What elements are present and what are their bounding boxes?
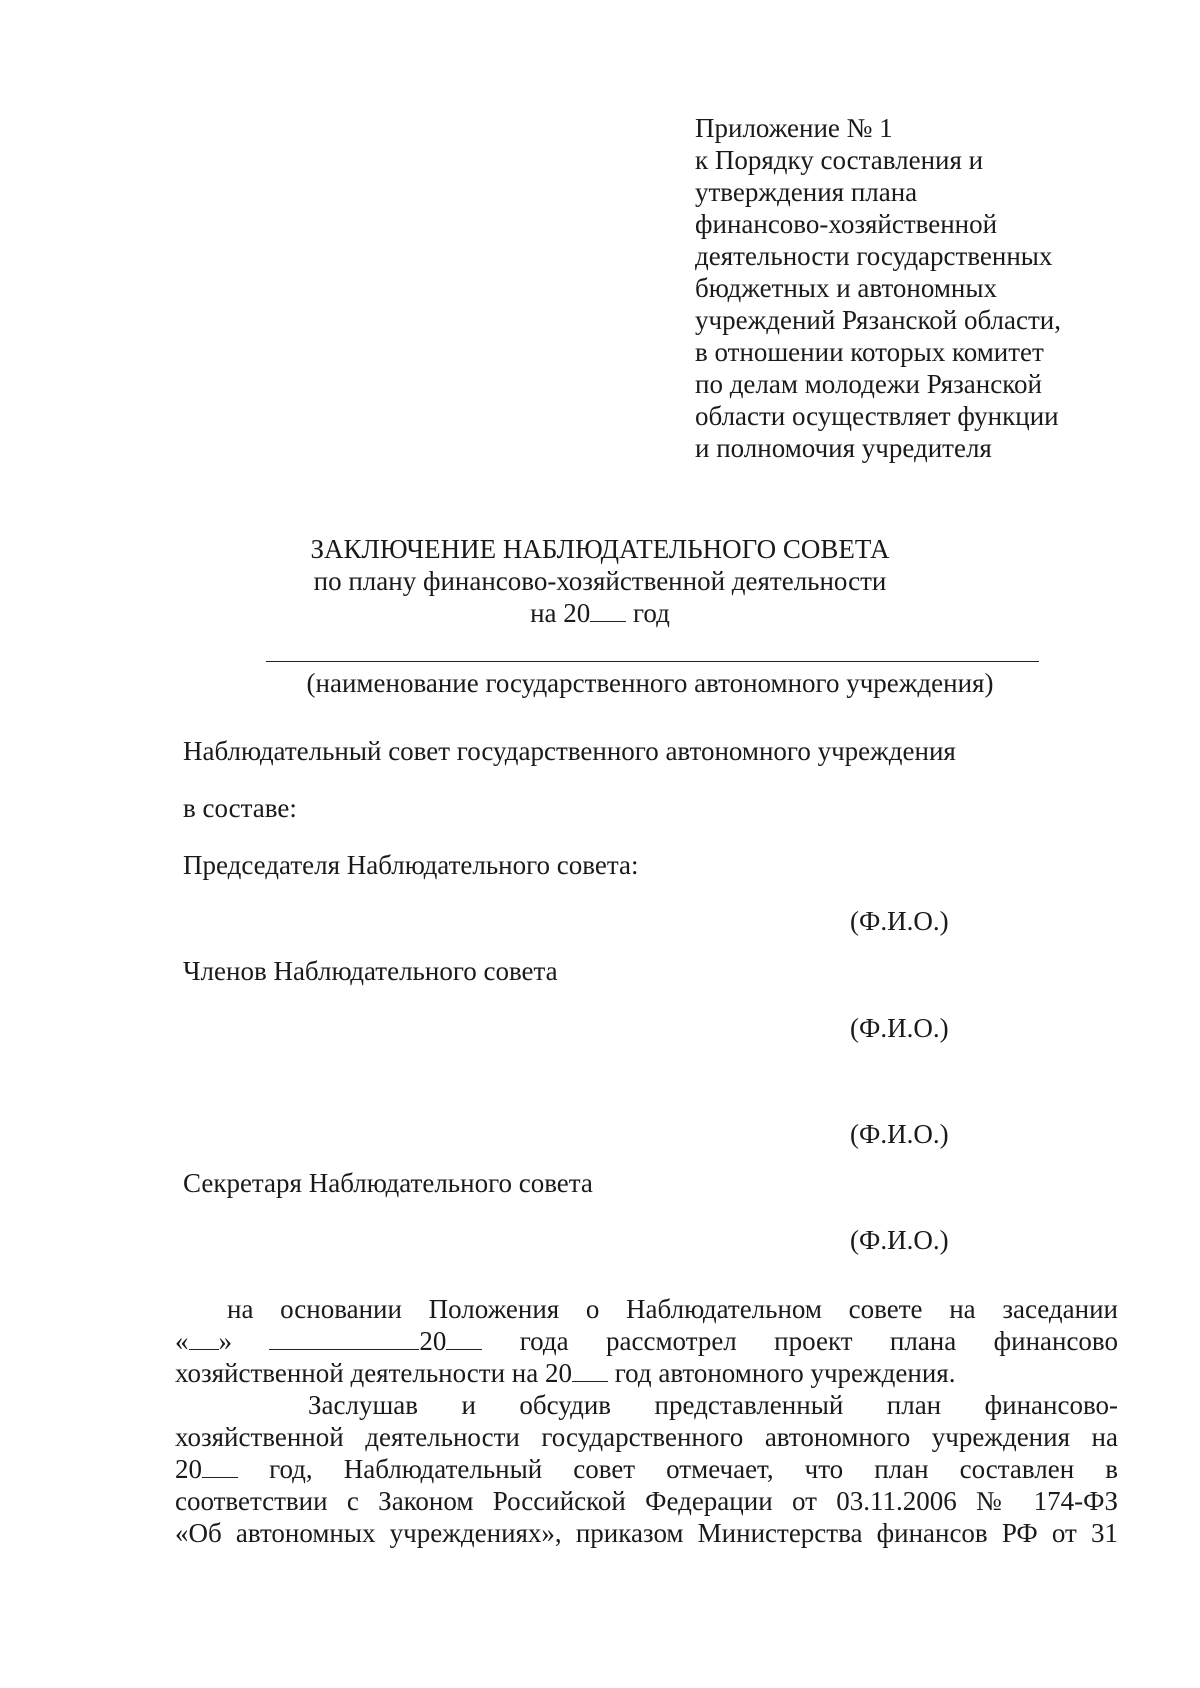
appendix-line: бюджетных и автономных xyxy=(695,273,998,303)
appendix-line: в отношении которых комитет xyxy=(695,337,1044,367)
body-line-rest: года рассмотрел проект плана финансово xyxy=(519,1326,1118,1356)
year-field: 20 xyxy=(175,1454,238,1484)
secretary-fio: (Ф.И.О.) xyxy=(850,1225,949,1255)
title-heading: ЗАКЛЮЧЕНИЕ НАБЛЮДАТЕЛЬНОГО СОВЕТА xyxy=(310,534,890,564)
body-line: соответствии с Законом Российской Федерации от 03.11.2006 № 174-ФЗ xyxy=(175,1486,1118,1516)
appendix-line: области осуществляет функции xyxy=(695,401,1059,431)
body-line: хозяйственной деятельности на 20 год автономного учреждения. xyxy=(175,1358,956,1388)
council-in-composition: в составе: xyxy=(183,793,297,823)
chairman-fio: (Ф.И.О.) xyxy=(850,906,949,936)
body-line: хозяйственной деятельности государственного автономного учреждения на xyxy=(175,1422,1118,1452)
institution-name-rule xyxy=(266,661,1039,662)
member-fio-1: (Ф.И.О.) xyxy=(850,1013,949,1043)
member-fio-2: (Ф.И.О.) xyxy=(850,1119,949,1149)
body-line: Заслушав и обсудив представленный план финансово- xyxy=(308,1390,1118,1420)
body-line: на основании Положения о Наблюдательном совете на заседании xyxy=(227,1294,1118,1324)
appendix-line: и полномочия учредителя xyxy=(695,433,992,463)
title-year-suffix: год xyxy=(633,598,670,628)
date-month-field: 20 xyxy=(269,1326,482,1356)
body-line: «Об автономных учреждениях», приказом Министерства финансов РФ от 31 xyxy=(175,1518,1118,1548)
appendix-reference xyxy=(695,112,1125,464)
body-line xyxy=(175,1453,1118,1485)
document-title xyxy=(0,533,1200,629)
appendix-line: по делам молодежи Рязанской xyxy=(695,369,1042,399)
appendix-line: учреждений Рязанской области, xyxy=(695,305,1061,335)
appendix-line: к Порядку составления и xyxy=(695,145,984,175)
title-year-line xyxy=(0,597,1200,629)
body-line xyxy=(175,1325,1118,1357)
secretary-label: Секретаря Наблюдательного совета xyxy=(183,1168,593,1198)
conclusion-body xyxy=(175,1293,1118,1549)
members-label: Членов Наблюдательного совета xyxy=(183,956,558,986)
body-line-rest: год, Наблюдательный совет отмечает, что план составлен в xyxy=(269,1454,1118,1484)
appendix-line: деятельности государственных xyxy=(695,241,1053,271)
year-blank xyxy=(572,1359,608,1382)
council-intro: Наблюдательный совет государственного автономного учреждения xyxy=(183,736,956,766)
appendix-line: Приложение № 1 xyxy=(695,113,893,143)
title-year-prefix: на 20 xyxy=(530,598,591,628)
title-subheading: по плану финансово-хозяйственной деятельности xyxy=(313,566,887,596)
chairman-label: Председателя Наблюдательного совета: xyxy=(183,850,639,880)
appendix-line: утверждения плана xyxy=(695,177,918,207)
institution-name-caption: (наименование государственного автономного учреждения) xyxy=(306,668,994,698)
appendix-line: финансово-хозяйственной xyxy=(695,209,998,239)
year-blank xyxy=(590,599,626,622)
date-day-field: « » xyxy=(175,1326,232,1356)
